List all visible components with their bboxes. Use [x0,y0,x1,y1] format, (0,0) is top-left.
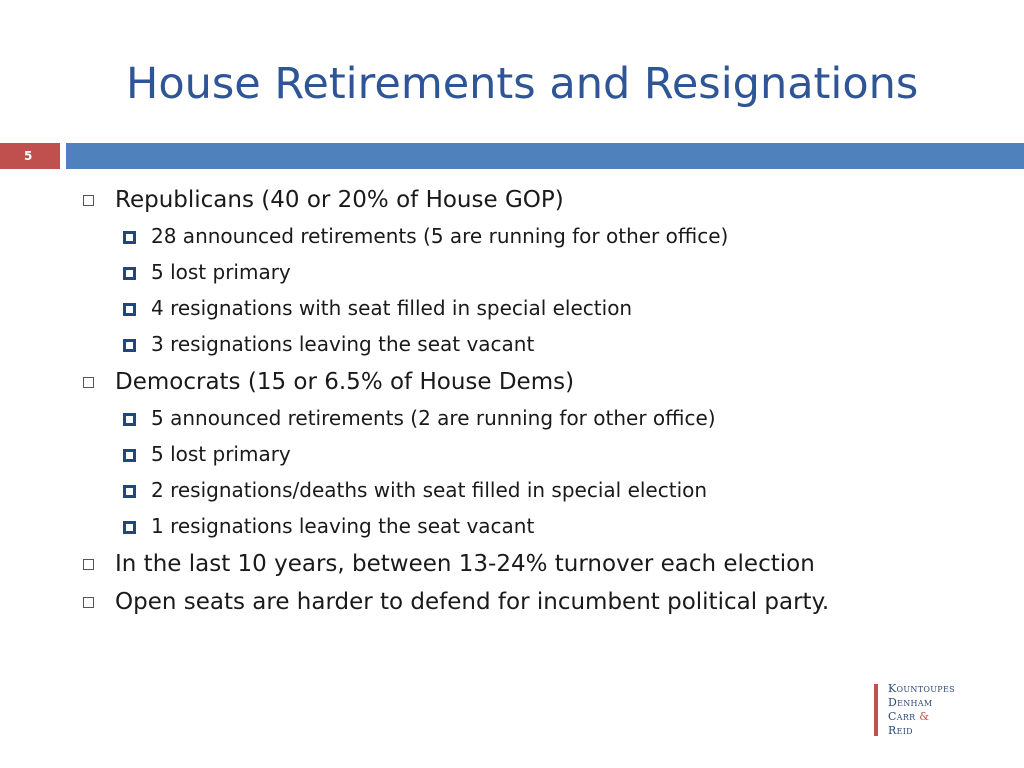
sub-bullet-item [82,472,982,508]
logo-line: Reid [888,724,913,737]
company-logo [874,682,984,738]
sub-bullet-text: 3 resignations leaving the seat vacant [151,332,535,356]
sub-bullet-text: 2 resignations/deaths with seat filled in special election [151,478,708,502]
sub-bullet-text: 5 lost primary [151,442,291,466]
hollow-square-bullet-icon [83,377,94,388]
slide-title: House Retirements and Resignations [126,59,919,109]
sub-bullet-item [82,326,982,362]
slide-number: 5 [24,149,33,163]
logo-line [888,710,929,723]
bullet-text: Open seats are harder to defend for incumbent political party. [115,589,830,615]
square-bullet-icon [123,339,136,352]
square-bullet-icon [123,267,136,280]
sub-bullet-item [82,400,982,436]
square-bullet-icon [123,521,136,534]
bullet-text: In the last 10 years, between 13-24% turnover each election [115,551,815,577]
bullet-item [82,546,982,582]
square-bullet-icon [123,231,136,244]
square-bullet-icon [123,485,136,498]
sub-bullet-item [82,508,982,544]
bullet-item [82,584,982,620]
square-bullet-icon [123,413,136,426]
bullet-text: Democrats (15 or 6.5% of House Dems) [115,369,575,395]
sub-bullet-text: 28 announced retirements (5 are running for other office) [151,224,729,248]
square-bullet-icon [123,303,136,316]
logo-line-text: Carr [888,710,916,723]
title-divider-bar [66,143,1024,169]
hollow-square-bullet-icon [83,597,94,608]
sub-bullet-item [82,290,982,326]
sub-bullet-text: 1 resignations leaving the seat vacant [151,514,535,538]
bullet-item [82,364,982,400]
logo-accent-bar [874,684,878,736]
hollow-square-bullet-icon [83,559,94,570]
slide-number-badge [0,143,60,169]
square-bullet-icon [123,449,136,462]
logo-line: Denham [888,696,933,709]
sub-bullet-text: 4 resignations with seat filled in special election [151,296,633,320]
sub-bullet-text: 5 announced retirements (2 are running for other office) [151,406,716,430]
logo-ampersand: & [919,710,930,723]
sub-bullet-item [82,254,982,290]
bullet-text: Republicans (40 or 20% of House GOP) [115,187,564,213]
logo-line: Kountoupes [888,682,955,695]
sub-bullet-item [82,436,982,472]
bullet-list [82,180,982,620]
sub-bullet-text: 5 lost primary [151,260,291,284]
sub-bullet-item [82,218,982,254]
hollow-square-bullet-icon [83,195,94,206]
bullet-item [82,182,982,218]
